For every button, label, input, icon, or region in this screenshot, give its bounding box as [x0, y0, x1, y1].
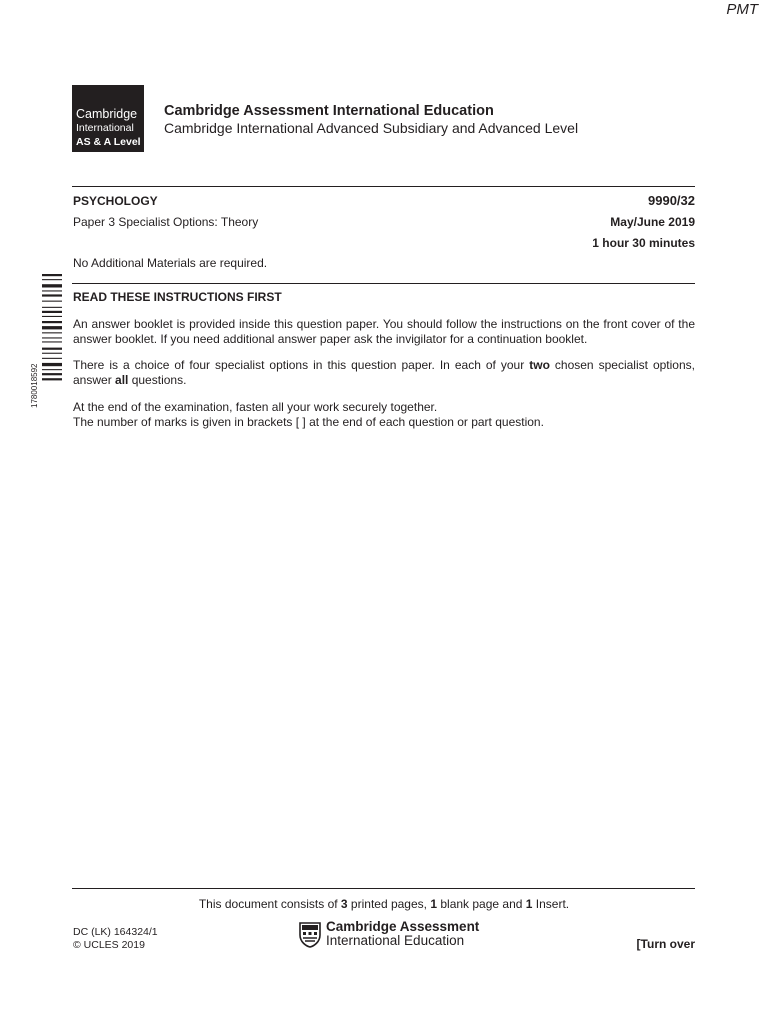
instruction-paragraph-3 [73, 400, 695, 429]
document-reference: DC (LK) 164324/1 [73, 926, 158, 938]
corner-mark: PMT [726, 1, 758, 18]
barcode-bar [42, 307, 62, 308]
note-text-a: This document consists of [198, 897, 341, 911]
barcode-bar [42, 332, 62, 333]
qualification-title: Cambridge International Advanced Subsidiary and Advanced Level [164, 120, 579, 136]
barcode-bar [42, 321, 62, 323]
instructions-divider [72, 283, 695, 284]
materials-note: No Additional Materials are required. [73, 256, 268, 270]
syllabus-code: 9990/32 [648, 193, 695, 208]
footer-divider [72, 888, 695, 889]
exam-duration: 1 hour 30 minutes [592, 236, 695, 250]
barcode-bar [42, 337, 62, 338]
turn-over-label: [Turn over [636, 937, 695, 951]
logo-line-3: AS & A Level [76, 136, 141, 148]
logo-text-line-2: International Education [326, 933, 465, 948]
logo-line-2: International [76, 122, 134, 134]
footer-reference [73, 926, 158, 951]
logo-text-line-1: Cambridge Assessment [326, 919, 480, 934]
note-printed-count: 3 [340, 897, 348, 911]
barcode-bar [42, 294, 62, 296]
barcode-bar [42, 341, 62, 342]
shield-icon [299, 922, 321, 948]
barcode-bar [42, 348, 62, 350]
barcode-bar [42, 284, 62, 287]
barcode-bar [42, 353, 62, 354]
org-name: Cambridge Assessment International Education [164, 103, 494, 119]
cambridge-assessment-logo-text [326, 920, 479, 948]
note-text-e: blank page and [437, 897, 526, 911]
p2-emphasis-two: two [529, 358, 550, 372]
subject-title: PSYCHOLOGY [73, 194, 158, 208]
barcode-bar [42, 279, 62, 280]
barcode-bar [42, 311, 62, 313]
barcode-bar [42, 373, 62, 375]
barcode-bar [42, 274, 62, 276]
barcode-bar [42, 358, 62, 359]
note-insert-count: 1 [525, 897, 533, 911]
barcode-bar [42, 301, 62, 302]
p2-text-c: chosen specialist options, answer [73, 358, 695, 387]
logo-line-1: Cambridge [76, 107, 138, 121]
barcode-icon [30, 272, 62, 410]
barcode-bar [42, 290, 62, 291]
cambridge-as-a-level-logo [72, 85, 144, 152]
page-count-note [0, 897, 768, 911]
note-text-g: Insert. [532, 897, 570, 911]
copyright-notice: © UCLES 2019 [73, 938, 145, 951]
barcode-bar [42, 316, 62, 317]
barcode-bar [42, 378, 62, 380]
p2-emphasis-all: all [115, 372, 129, 387]
note-blank-count: 1 [430, 897, 438, 911]
exam-session: May/June 2019 [610, 215, 695, 229]
instructions-heading: READ THESE INSTRUCTIONS FIRST [73, 290, 282, 304]
instruction-paragraph-1: An answer booklet is provided inside this question paper. You should follow the instructions on the front cover of the answer booklet. If you need additional answer paper ask the invigilator for a continuation booklet. [73, 317, 695, 346]
note-text-c: printed pages, [347, 897, 431, 911]
p3-line-2: The number of marks is given in brackets [ ] at the end of each question or part question. [73, 414, 544, 429]
p2-text-e: questions. [128, 372, 187, 387]
instruction-paragraph-2 [73, 358, 695, 387]
barcode-bar [42, 326, 62, 329]
p2-text-a: There is a choice of four specialist options in this question paper. In each of your [73, 358, 530, 372]
barcode-number: 1780018592 [30, 363, 39, 408]
p3-line-1: At the end of the examination, fasten all your work securely together. [73, 400, 438, 414]
top-divider [72, 186, 695, 187]
barcode-bar [42, 369, 62, 370]
paper-title: Paper 3 Specialist Options: Theory [73, 215, 259, 229]
barcode-bar [42, 363, 62, 366]
